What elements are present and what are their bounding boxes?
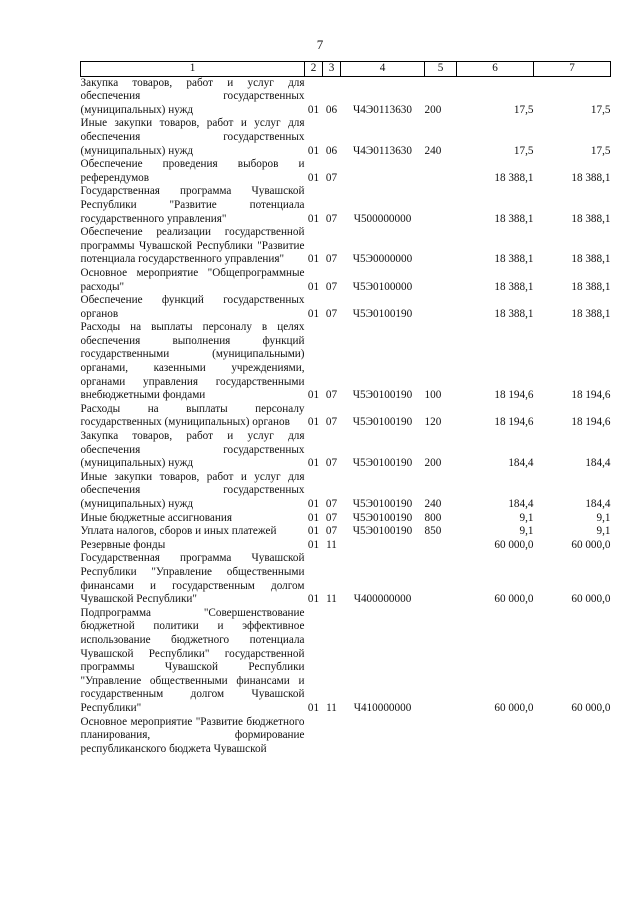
row-cell-col-2: 01 [307, 416, 320, 429]
table-row [81, 158, 611, 185]
row-cell-col-3: 11 [326, 701, 337, 714]
row-cell-col-2: 01 [307, 212, 320, 225]
row-cell-col-6: 9,1 [519, 511, 534, 524]
row-cell-col-4: Ч5Э0100190 [352, 498, 413, 510]
row-cell-col-7: 18 388,1 [571, 212, 611, 225]
row-cell-col-7: 60 000,0 [571, 701, 611, 714]
header-col-7: 7 [534, 62, 611, 77]
row-name-cell: Основное мероприятие "Общепрограммные расходы" [80, 266, 305, 293]
row-name-cell: Иные закупки товаров, работ и услуг для обеспечения государственных (муниципальных) нужд [80, 117, 305, 157]
row-name-cell: Расходы на выплаты персоналу государственных (муниципальных) органов [80, 402, 305, 429]
header-col-5: 5 [425, 62, 457, 77]
row-cell-col-4: Ч5Э0100190 [352, 511, 413, 524]
row-cell-col-4: Ч5Э0100190 [352, 457, 413, 470]
row-cell-col-2 [305, 716, 323, 757]
row-cell-col-5 [425, 294, 457, 321]
row-name-cell: Государственная программа Чувашской Республики "Развитие потенциала государственного управления" [80, 185, 305, 225]
row-name-cell: Иные бюджетные ассигнования [80, 511, 232, 524]
row-cell-col-4: Ч5Э0100000 [352, 280, 413, 293]
row-cell-col-5: 100 [424, 389, 442, 402]
row-cell-col-4 [341, 158, 425, 185]
row-cell-col-3: 07 [325, 307, 338, 320]
row-cell-col-2: 01 [307, 144, 320, 157]
row-cell-col-2: 01 [307, 389, 320, 402]
row-cell-col-6: 184,4 [508, 498, 534, 510]
row-cell-col-3: 07 [325, 212, 338, 225]
row-cell-col-7: 18 388,1 [571, 280, 611, 293]
row-cell-col-2: 01 [307, 511, 320, 524]
row-cell-col-4: Ч500000000 [353, 212, 412, 225]
row-cell-col-6: 9,1 [519, 525, 534, 538]
row-cell-col-7: 184,4 [585, 457, 611, 470]
row-cell-col-7: 18 388,1 [571, 253, 611, 266]
row-cell-col-2: 01 [307, 171, 320, 184]
row-cell-col-4: Ч410000000 [353, 701, 412, 714]
row-cell-col-4: Ч5Э0000000 [352, 253, 413, 266]
row-cell-col-7: 60 000,0 [571, 538, 611, 551]
row-cell-col-5: 200 [424, 457, 442, 470]
row-name-cell: Основное мероприятие "Развитие бюджетного планирования, формирование республиканского бюджета Чувашской [80, 715, 305, 755]
row-cell-col-3 [323, 716, 341, 757]
row-cell-col-7: 18 388,1 [571, 307, 611, 320]
row-cell-col-4: Ч5Э0100190 [352, 389, 413, 402]
table-row [81, 525, 611, 539]
row-cell-col-4: Ч5Э0100190 [352, 307, 413, 320]
row-cell-col-5 [425, 185, 457, 226]
row-cell-col-4 [341, 716, 425, 757]
table-row [81, 512, 611, 526]
row-cell-col-7: 60 000,0 [571, 593, 611, 606]
row-name-cell: Иные закупки товаров, работ и услуг для обеспечения государственных (муниципальных) нужд [80, 470, 305, 510]
row-name-cell: Обеспечение проведения выборов и референдумов [80, 158, 305, 184]
row-cell-col-2: 01 [307, 701, 320, 714]
row-name-cell: Обеспечение реализации государственной программы Чувашской Республики "Развитие потенциала государственного управления" [80, 226, 305, 266]
row-cell-col-6: 18 194,6 [494, 416, 534, 429]
row-cell-col-5 [425, 158, 457, 185]
row-cell-col-7: 9,1 [596, 525, 611, 538]
row-cell-col-5 [425, 539, 457, 553]
row-cell-col-7: 184,4 [585, 498, 611, 510]
page-number: 7 [316, 37, 324, 52]
row-cell-col-5: 240 [424, 498, 442, 510]
row-name-cell: Закупка товаров, работ и услуг для обеспечения государственных (муниципальных) нужд [80, 430, 305, 470]
row-cell-col-4: Ч5Э0100190 [352, 525, 413, 538]
table-row [81, 471, 611, 512]
table-row [81, 267, 611, 294]
table-row [81, 321, 611, 403]
row-cell-col-6: 17,5 [513, 144, 534, 157]
row-cell-col-6: 18 388,1 [494, 307, 534, 320]
row-cell-col-6: 18 388,1 [494, 280, 534, 293]
row-cell-col-5 [425, 226, 457, 267]
row-cell-col-3: 07 [325, 525, 338, 538]
row-cell-col-7: 18 388,1 [571, 171, 611, 184]
row-cell-col-4: Ч400000000 [353, 593, 412, 606]
row-cell-col-2: 01 [307, 103, 320, 116]
table-header-row [81, 62, 611, 77]
row-cell-col-6: 18 194,6 [494, 389, 534, 402]
header-col-4: 4 [341, 62, 425, 77]
header-col-2: 2 [305, 62, 323, 77]
row-cell-col-5 [425, 267, 457, 294]
header-col-6: 6 [457, 62, 534, 77]
table-row [81, 76, 611, 117]
table-row [81, 430, 611, 471]
row-cell-col-2: 01 [307, 253, 320, 266]
row-cell-col-6: 60 000,0 [494, 593, 534, 606]
row-cell-col-2: 01 [307, 498, 320, 510]
row-cell-col-6: 18 388,1 [494, 253, 534, 266]
row-cell-col-5 [425, 607, 457, 716]
row-cell-col-3: 07 [325, 511, 338, 524]
row-cell-col-6: 18 388,1 [494, 212, 534, 225]
row-cell-col-7: 17,5 [590, 103, 611, 116]
row-cell-col-2: 01 [307, 525, 320, 538]
row-cell-col-2: 01 [307, 593, 320, 606]
row-cell-col-4 [341, 539, 425, 553]
row-cell-col-7 [534, 716, 611, 757]
row-cell-col-6: 184,4 [508, 457, 534, 470]
row-name-cell: Резервные фонды [80, 538, 166, 551]
table-row [81, 403, 611, 430]
header-col-3: 3 [323, 62, 341, 77]
table-row [81, 716, 611, 757]
row-name-cell: Обеспечение функций государственных органов [80, 294, 305, 320]
row-cell-col-3: 11 [326, 538, 337, 551]
row-cell-col-5: 850 [424, 525, 442, 538]
row-cell-col-3: 11 [326, 593, 337, 606]
row-cell-col-5: 200 [424, 103, 442, 116]
budget-table [80, 61, 611, 756]
table-row [81, 226, 611, 267]
row-cell-col-3: 07 [325, 498, 338, 510]
row-name-cell: Подпрограмма "Совершенствование бюджетной политики и эффективное использование бюджетного потенциала Чувашской Республики" государственной программы Чувашской Республики "Управление общественными финансами и государственным долгом Чувашской Республики" [80, 606, 305, 714]
row-name-cell: Закупка товаров, работ и услуг для обеспечения государственных (муниципальных) нужд [80, 76, 305, 116]
row-cell-col-3: 06 [325, 144, 338, 157]
row-cell-col-5: 240 [424, 144, 442, 157]
row-name-cell: Уплата налогов, сборов и иных платежей [80, 525, 277, 538]
row-name-cell: Государственная программа Чувашской Республики "Управление общественными финансами и государственным долгом Чувашской Республики" [80, 552, 305, 606]
row-cell-col-2: 01 [307, 280, 320, 293]
row-cell-col-2: 01 [307, 538, 320, 551]
row-cell-col-6: 60 000,0 [494, 538, 534, 551]
row-cell-col-7: 18 194,6 [571, 416, 611, 429]
row-cell-col-4: Ч4Э0113630 [353, 103, 412, 116]
row-name-cell: Расходы на выплаты персоналу в целях обеспечения выполнения функций государственными (муниципальными) органами, казенными учреждениями, органами управления государственными внебюджетными фондами [80, 321, 305, 402]
row-cell-col-5: 800 [424, 511, 442, 524]
row-cell-col-7: 17,5 [590, 144, 611, 157]
row-cell-col-5 [425, 552, 457, 606]
row-cell-col-7: 9,1 [596, 511, 611, 524]
row-cell-col-5: 120 [424, 416, 442, 429]
row-cell-col-3: 07 [325, 171, 338, 184]
row-cell-col-6: 17,5 [513, 103, 534, 116]
row-cell-col-3: 07 [325, 280, 338, 293]
row-cell-col-7: 18 194,6 [571, 389, 611, 402]
row-cell-col-2: 01 [307, 457, 320, 470]
row-cell-col-5 [425, 716, 457, 757]
header-col-1: 1 [81, 62, 305, 77]
row-cell-col-3: 06 [325, 103, 338, 116]
row-cell-col-3: 07 [325, 253, 338, 266]
table-row [81, 607, 611, 716]
row-cell-col-3: 07 [325, 416, 338, 429]
table-row [81, 552, 611, 606]
row-cell-col-2: 01 [307, 307, 320, 320]
row-cell-col-4: Ч4Э0113630 [353, 144, 412, 157]
row-cell-col-6 [457, 716, 534, 757]
row-cell-col-4: Ч5Э0100190 [352, 416, 413, 429]
row-cell-col-3: 07 [325, 389, 338, 402]
table-row [81, 117, 611, 158]
row-cell-col-6: 18 388,1 [494, 171, 534, 184]
table-row [81, 539, 611, 553]
table-row [81, 185, 611, 226]
table-row [81, 294, 611, 321]
row-cell-col-3: 07 [325, 457, 338, 470]
row-cell-col-6: 60 000,0 [494, 701, 534, 714]
